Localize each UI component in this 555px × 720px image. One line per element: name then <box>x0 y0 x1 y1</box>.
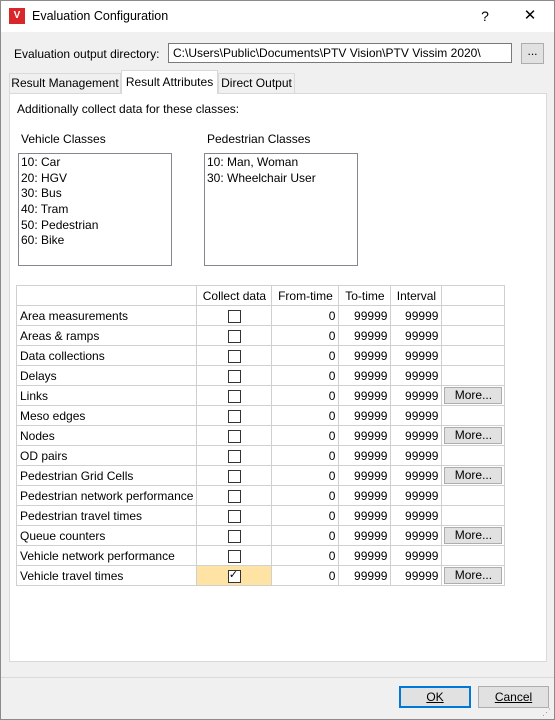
table-row[interactable] <box>17 346 505 366</box>
interval-cell[interactable]: 99999 <box>391 506 442 526</box>
collect-classes-label: Additionally collect data for these classes: <box>17 102 240 116</box>
to-time-cell[interactable]: 99999 <box>339 526 391 546</box>
tab-direct-output[interactable]: Direct Output <box>218 73 295 93</box>
list-item[interactable]: 30: Bus <box>21 186 62 201</box>
collect-data-cell[interactable] <box>197 546 272 566</box>
interval-cell[interactable]: 99999 <box>391 366 442 386</box>
table-row[interactable] <box>17 326 505 346</box>
more-cell <box>442 366 505 386</box>
table-row[interactable] <box>17 526 505 546</box>
collect-data-cell[interactable] <box>197 506 272 526</box>
more-cell <box>442 326 505 346</box>
collect-data-checkbox[interactable] <box>228 470 241 483</box>
more-cell <box>442 526 505 546</box>
header-from-time[interactable]: From-time <box>272 286 339 306</box>
interval-cell[interactable]: 99999 <box>391 346 442 366</box>
row-name: Meso edges <box>17 406 197 426</box>
row-name: Pedestrian Grid Cells <box>17 466 197 486</box>
from-time-cell[interactable]: 0 <box>272 346 339 366</box>
output-dir-input[interactable] <box>168 43 512 63</box>
ptv-vissim-app-icon: V <box>9 8 25 24</box>
more-cell <box>442 426 505 446</box>
collect-data-cell[interactable] <box>197 566 272 586</box>
list-item[interactable]: 20: HGV <box>21 170 68 185</box>
interval-cell[interactable]: 99999 <box>391 486 442 506</box>
output-dir-label: Evaluation output directory: <box>14 47 160 61</box>
more-button[interactable]: More... <box>444 567 502 584</box>
collect-data-cell[interactable] <box>197 306 272 326</box>
from-time-cell[interactable]: 0 <box>272 486 339 506</box>
interval-cell[interactable]: 99999 <box>391 446 442 466</box>
table-row[interactable] <box>17 466 505 486</box>
from-time-cell[interactable]: 0 <box>272 446 339 466</box>
row-name: Delays <box>17 366 197 386</box>
row-name: OD pairs <box>17 446 197 466</box>
more-cell <box>442 386 505 406</box>
more-cell <box>442 466 505 486</box>
row-name: Data collections <box>17 346 197 366</box>
vehicle-classes-label: Vehicle Classes <box>21 132 106 146</box>
more-cell <box>442 566 505 586</box>
browse-button[interactable]: ... <box>521 43 544 64</box>
more-button[interactable]: More... <box>444 467 502 484</box>
collect-data-cell[interactable] <box>197 466 272 486</box>
from-time-cell[interactable]: 0 <box>272 326 339 346</box>
more-cell <box>442 306 505 326</box>
to-time-cell[interactable]: 99999 <box>339 306 391 326</box>
tab-result-management[interactable]: Result Management <box>9 73 121 93</box>
table-row[interactable] <box>17 386 505 406</box>
from-time-cell[interactable]: 0 <box>272 526 339 546</box>
interval-cell[interactable]: 99999 <box>391 546 442 566</box>
to-time-cell[interactable]: 99999 <box>339 566 391 586</box>
interval-cell[interactable]: 99999 <box>391 566 442 586</box>
interval-cell[interactable]: 99999 <box>391 466 442 486</box>
list-item[interactable]: 40: Tram <box>21 202 69 217</box>
row-name: Vehicle travel times <box>17 566 197 586</box>
row-name: Area measurements <box>17 306 197 326</box>
interval-cell[interactable]: 99999 <box>391 306 442 326</box>
collect-data-cell[interactable] <box>197 526 272 546</box>
collect-data-cell[interactable] <box>197 366 272 386</box>
row-name: Vehicle network performance <box>17 546 197 566</box>
table-row[interactable] <box>17 426 505 446</box>
footer-divider <box>1 677 554 678</box>
collect-data-cell[interactable] <box>197 406 272 426</box>
collect-data-cell[interactable] <box>197 326 272 346</box>
to-time-cell[interactable]: 99999 <box>339 366 391 386</box>
table-row[interactable] <box>17 306 505 326</box>
interval-cell[interactable]: 99999 <box>391 406 442 426</box>
from-time-cell[interactable]: 0 <box>272 366 339 386</box>
table-row[interactable] <box>17 486 505 506</box>
title-bar[interactable] <box>1 1 554 32</box>
more-cell <box>442 446 505 466</box>
list-item[interactable]: 60: Bike <box>21 233 65 248</box>
from-time-cell[interactable]: 0 <box>272 466 339 486</box>
grid-header-row <box>17 286 505 306</box>
from-time-cell[interactable]: 0 <box>272 426 339 446</box>
list-item[interactable]: 10: Car <box>21 155 61 169</box>
table-row[interactable] <box>17 446 505 466</box>
collect-data-cell[interactable] <box>197 386 272 406</box>
from-time-cell[interactable]: 0 <box>272 306 339 326</box>
tab-result-attributes[interactable]: Result Attributes <box>121 70 218 94</box>
to-time-cell[interactable]: 99999 <box>339 486 391 506</box>
more-cell <box>442 486 505 506</box>
interval-cell[interactable]: 99999 <box>391 426 442 446</box>
more-button[interactable]: More... <box>444 387 502 404</box>
collect-data-checkbox[interactable] <box>228 450 241 463</box>
collect-data-checkbox[interactable] <box>228 430 241 443</box>
header-name <box>17 286 197 306</box>
vehicle-classes-list[interactable] <box>18 153 172 266</box>
header-interval[interactable]: Interval <box>391 286 442 306</box>
to-time-cell[interactable]: 99999 <box>339 386 391 406</box>
row-name: Links <box>17 386 197 406</box>
ok-button[interactable]: OK <box>399 686 471 708</box>
more-button[interactable]: More... <box>444 527 502 544</box>
more-cell <box>442 506 505 526</box>
from-time-cell[interactable]: 0 <box>272 566 339 586</box>
header-collect-data[interactable]: Collect data <box>197 286 272 306</box>
interval-cell[interactable]: 99999 <box>391 526 442 546</box>
window-title: Evaluation Configuration <box>32 9 169 23</box>
collect-data-checkbox[interactable] <box>228 550 241 563</box>
collect-data-checkbox[interactable] <box>228 530 241 543</box>
collect-data-checkbox[interactable] <box>228 490 241 503</box>
row-name: Nodes <box>17 426 197 446</box>
pedestrian-classes-list[interactable] <box>204 153 358 266</box>
from-time-cell[interactable]: 0 <box>272 506 339 526</box>
table-row[interactable] <box>17 366 505 386</box>
to-time-cell[interactable]: 99999 <box>339 506 391 526</box>
collect-data-checkbox[interactable] <box>228 390 241 403</box>
list-item[interactable]: 50: Pedestrian <box>21 217 99 232</box>
table-row[interactable] <box>17 406 505 426</box>
row-name: Pedestrian network performance <box>17 486 197 506</box>
list-item[interactable]: 30: Wheelchair User <box>207 170 316 185</box>
interval-cell[interactable]: 99999 <box>391 326 442 346</box>
cancel-button[interactable]: Cancel <box>478 686 549 708</box>
to-time-cell[interactable]: 99999 <box>339 346 391 366</box>
header-to-time[interactable]: To-time <box>339 286 391 306</box>
collect-data-checkbox[interactable] <box>228 350 241 363</box>
row-name: Queue counters <box>17 526 197 546</box>
to-time-cell[interactable]: 99999 <box>339 406 391 426</box>
to-time-cell[interactable]: 99999 <box>339 466 391 486</box>
from-time-cell[interactable]: 0 <box>272 546 339 566</box>
collect-data-checkbox[interactable] <box>228 510 241 523</box>
table-row[interactable] <box>17 546 505 566</box>
interval-cell[interactable]: 99999 <box>391 386 442 406</box>
more-cell <box>442 346 505 366</box>
pedestrian-classes-label: Pedestrian Classes <box>207 132 311 146</box>
collect-data-checkbox[interactable] <box>228 570 241 583</box>
to-time-cell[interactable]: 99999 <box>339 426 391 446</box>
collect-data-checkbox[interactable] <box>228 310 241 323</box>
more-cell <box>442 406 505 426</box>
to-time-cell[interactable]: 99999 <box>339 446 391 466</box>
table-row[interactable] <box>17 506 505 526</box>
to-time-cell[interactable]: 99999 <box>339 326 391 346</box>
collect-data-cell[interactable] <box>197 346 272 366</box>
row-name: Pedestrian travel times <box>17 506 197 526</box>
collect-data-checkbox[interactable] <box>228 370 241 383</box>
help-button[interactable]: ? <box>481 8 489 24</box>
header-more <box>442 286 505 306</box>
collect-data-cell[interactable] <box>197 426 272 446</box>
collect-data-checkbox[interactable] <box>228 330 241 343</box>
collect-data-cell[interactable] <box>197 446 272 466</box>
more-button[interactable]: More... <box>444 427 502 444</box>
result-attributes-grid <box>16 285 505 586</box>
resize-grip-icon[interactable]: ⋰ <box>542 707 551 717</box>
more-cell <box>442 546 505 566</box>
table-row[interactable] <box>17 566 505 586</box>
to-time-cell[interactable]: 99999 <box>339 546 391 566</box>
collect-data-cell[interactable] <box>197 486 272 506</box>
collect-data-checkbox[interactable] <box>228 410 241 423</box>
from-time-cell[interactable]: 0 <box>272 386 339 406</box>
list-item[interactable]: 10: Man, Woman <box>207 155 299 169</box>
row-name: Areas & ramps <box>17 326 197 346</box>
close-button[interactable]: ✕ <box>523 7 537 24</box>
from-time-cell[interactable]: 0 <box>272 406 339 426</box>
